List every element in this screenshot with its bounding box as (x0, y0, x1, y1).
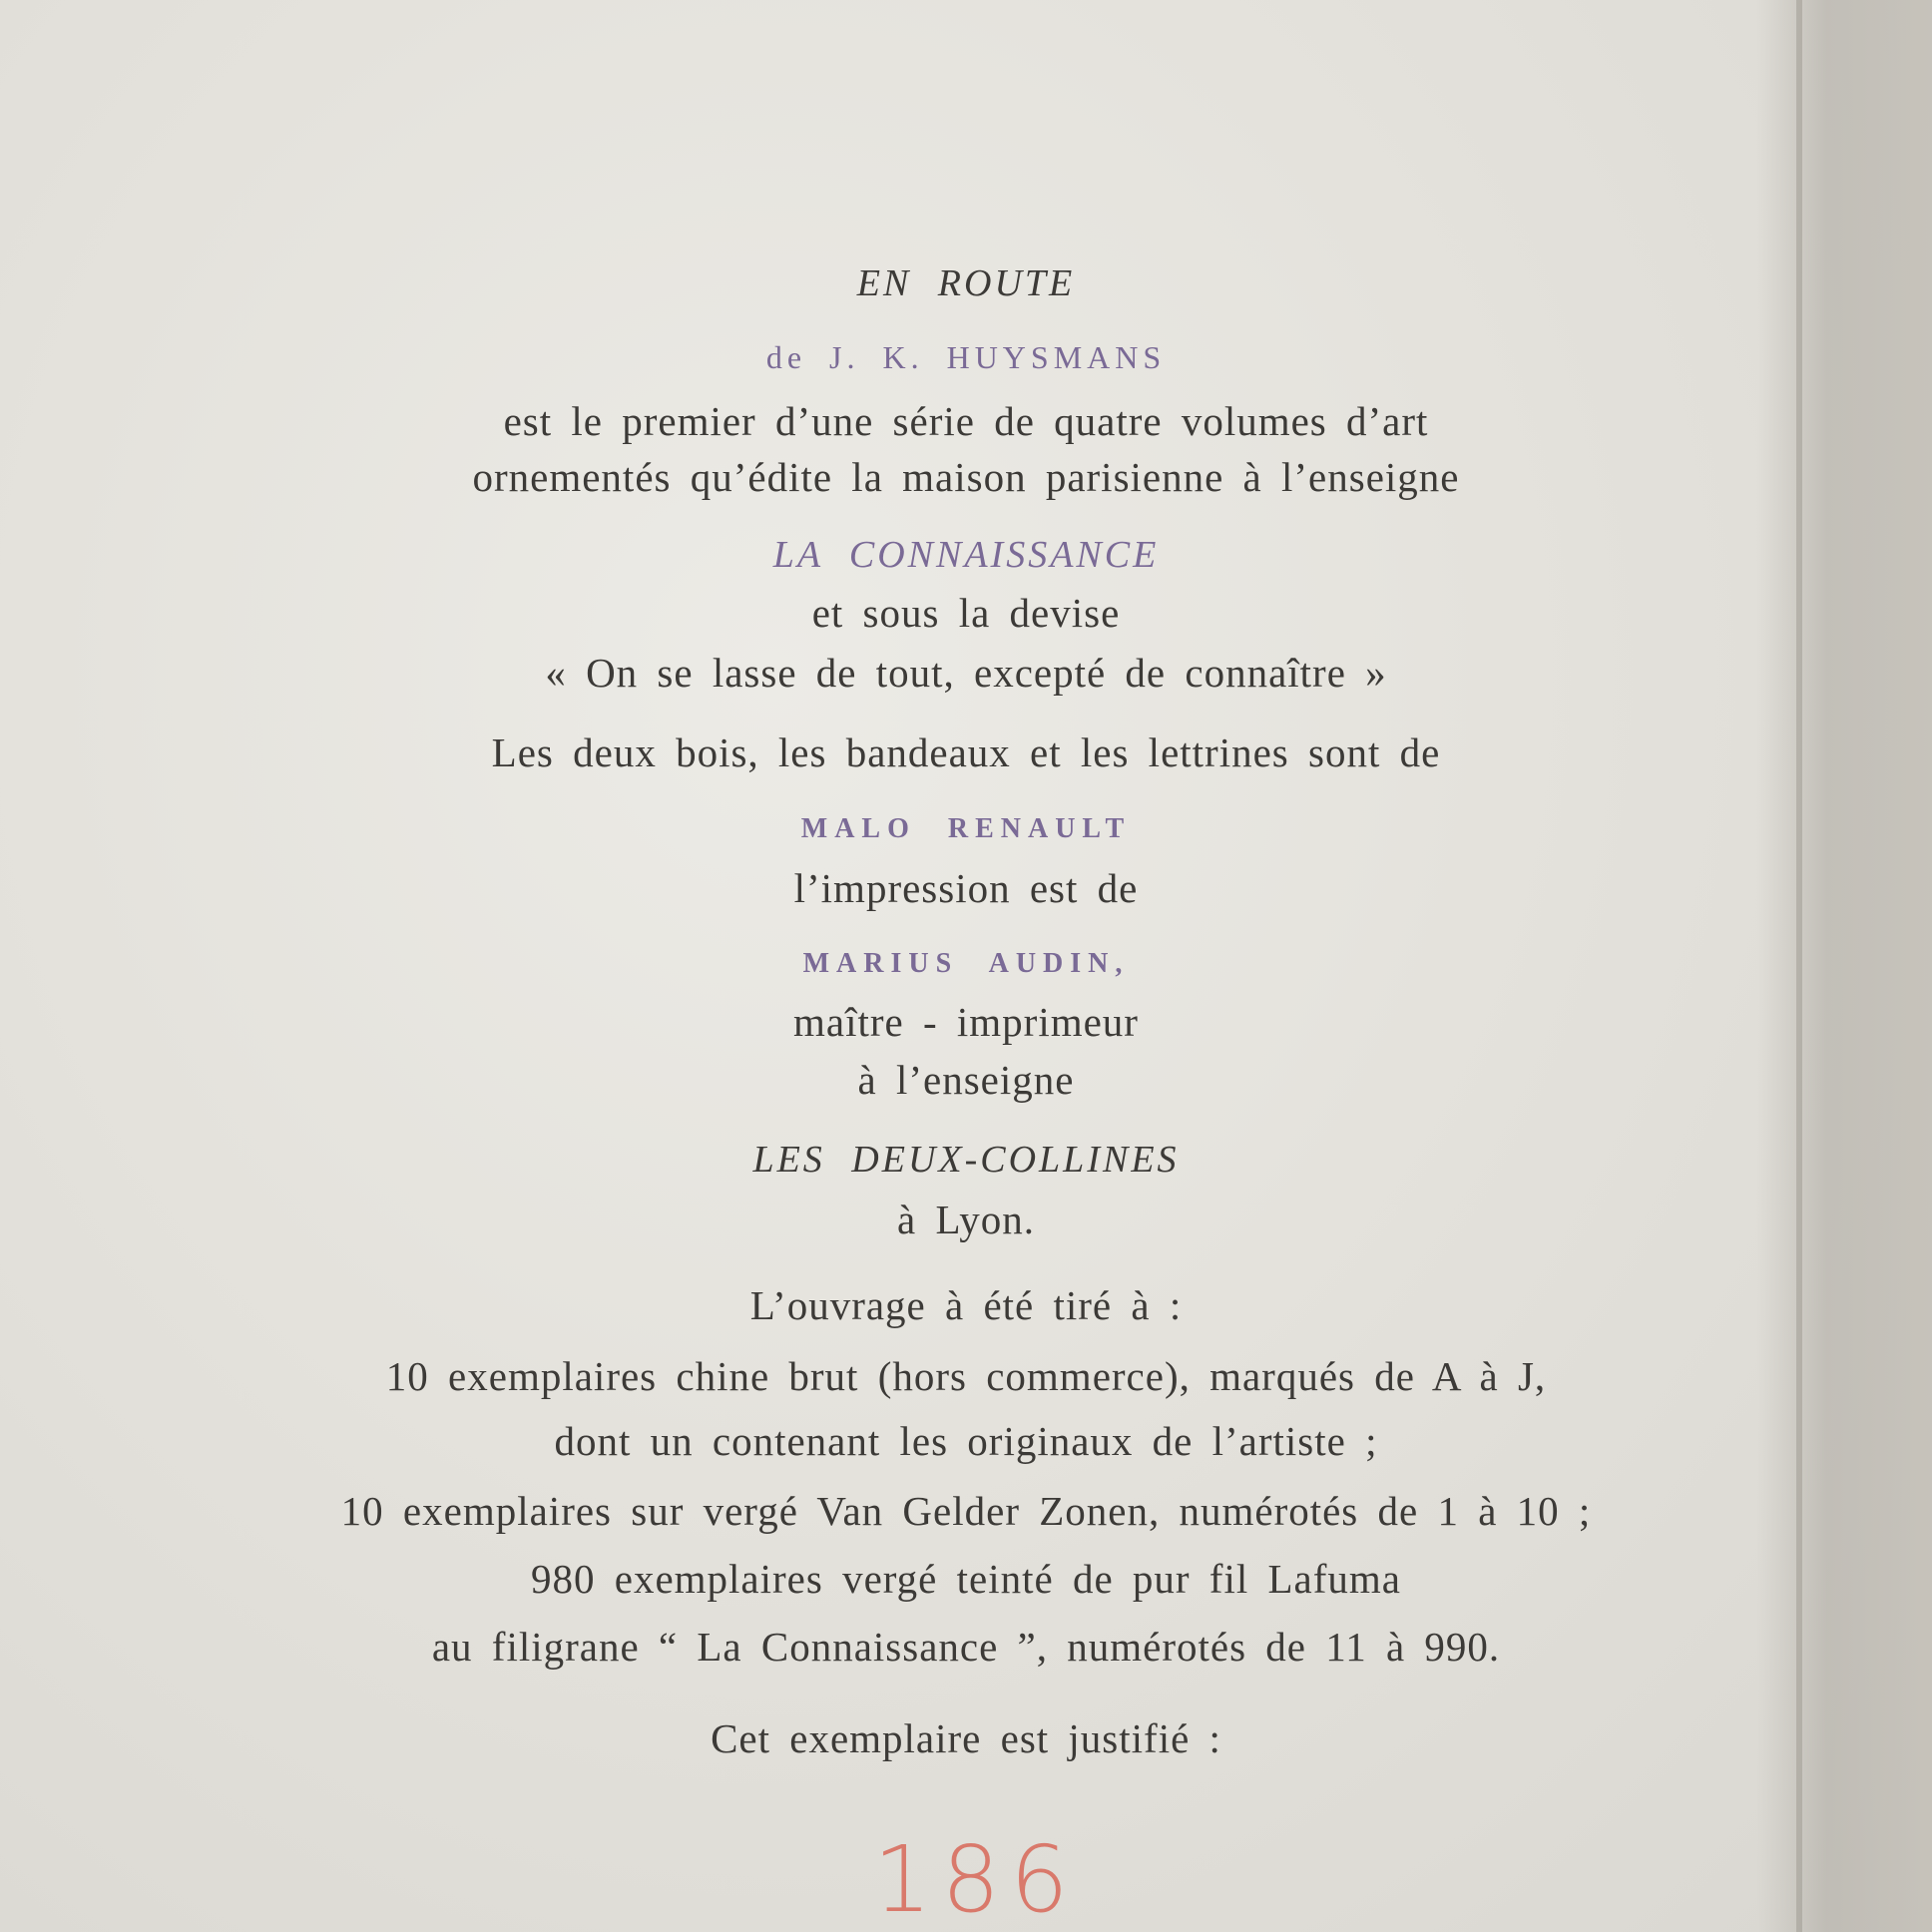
edition-line-5: au filigrane “ La Connaissance ”, numérotés de 11 à 990. (431, 1624, 1501, 1670)
printer-sign: LES DEUX-COLLINES (752, 1139, 1180, 1181)
edition-line-1: 10 exemplaires chine brut (hors commerce), marqués de A à J, (385, 1353, 1547, 1399)
edition-line-3: 10 exemplaires sur vergé Van Gelder Zonen, numérotés de 1 à 10 ; (340, 1488, 1592, 1534)
handwritten-copy-number: 186 (873, 1826, 1079, 1932)
printer-name: MARIUS AUDIN, (802, 948, 1130, 979)
artist-name: MALO RENAULT (800, 813, 1132, 844)
motto-intro: et sous la devise (811, 590, 1121, 636)
motto: « On se lasse de tout, excepté de connaître » (545, 650, 1387, 696)
intro-line-2: ornementés qu’édite la maison parisienne à l’enseigne (472, 454, 1460, 500)
print-run-intro: L’ouvrage à été tiré à : (749, 1282, 1183, 1328)
woodcuts-line: Les deux bois, les bandeaux et les lettrines sont de (491, 729, 1441, 775)
publisher-name: LA CONNAISSANCE (772, 534, 1160, 576)
intro-line-1: est le premier d’une série de quatre volumes d’art (503, 398, 1429, 444)
printing-line: l’impression est de (793, 865, 1139, 911)
printer-sign-intro: à l’enseigne (857, 1057, 1075, 1103)
edition-line-2: dont un contenant les originaux de l’artiste ; (554, 1418, 1378, 1464)
city-line: à Lyon. (897, 1197, 1035, 1242)
author-line: de J. K. HUYSMANS (765, 339, 1167, 375)
printer-role: maître - imprimeur (793, 999, 1139, 1045)
book-title: EN ROUTE (856, 262, 1076, 304)
edition-line-4: 980 exemplaires vergé teinté de pur fil Lafuma (531, 1556, 1401, 1602)
justification-line: Cet exemplaire est justifié : (711, 1715, 1221, 1761)
